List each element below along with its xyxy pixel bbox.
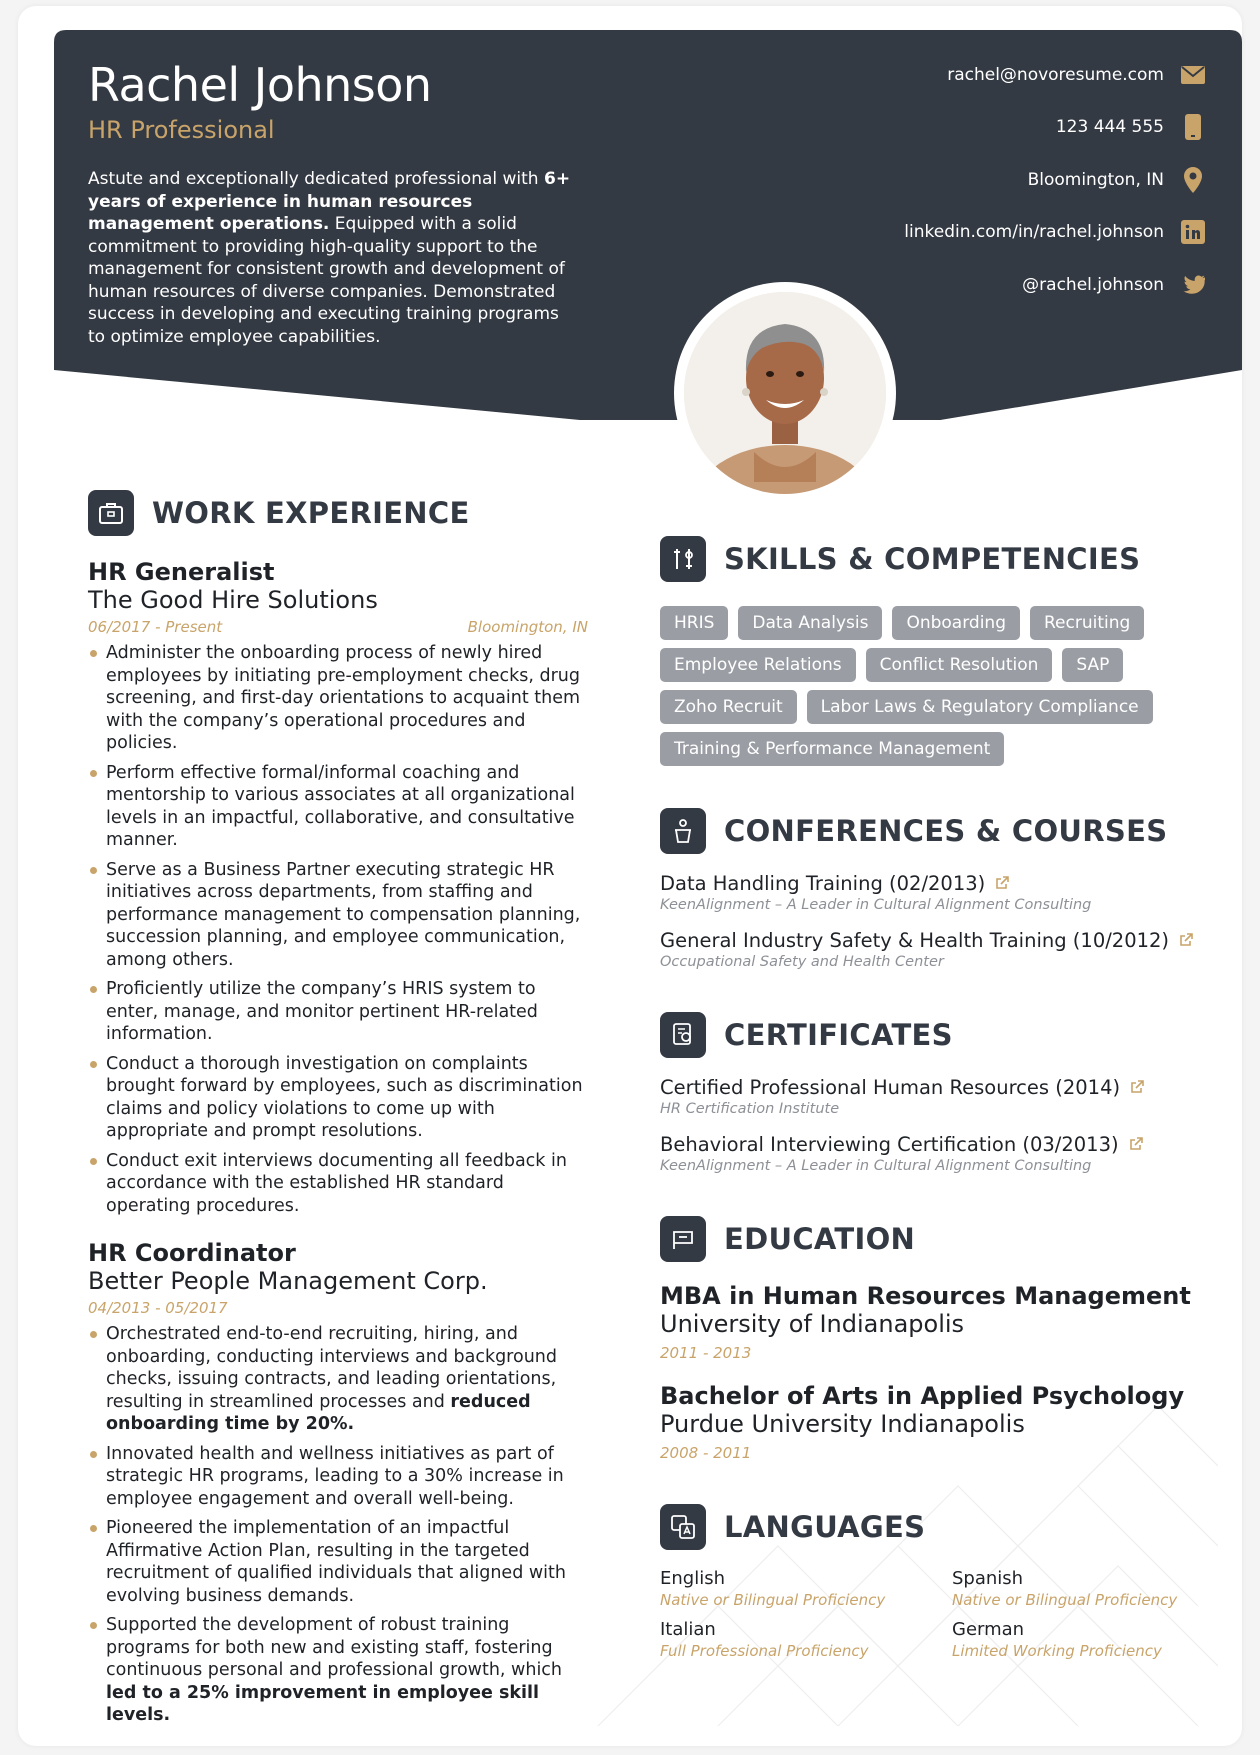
skill-tag: Recruiting xyxy=(1030,606,1144,640)
list-item xyxy=(88,1614,588,1727)
certificate-org: HR Certification Institute xyxy=(660,1101,840,1117)
contact-location xyxy=(1028,167,1206,193)
contact-phone[interactable] xyxy=(1056,114,1206,140)
list-item: Perform effective formal/informal coaching and mentorship to various associates at all organizational levels in an impactful, collaborative, and consultative manner. xyxy=(88,762,588,852)
section-title: EDUCATION xyxy=(724,1222,916,1256)
language-name: Spanish xyxy=(952,1568,1024,1589)
job-meta xyxy=(88,1299,588,1317)
language-entry xyxy=(952,1568,1192,1609)
skills-section xyxy=(660,536,1200,766)
location-pin-icon xyxy=(1180,167,1206,193)
external-link-icon[interactable] xyxy=(1129,1133,1144,1156)
job-dates: 04/2013 - 05/2017 xyxy=(88,1299,228,1317)
linkedin-icon xyxy=(1180,219,1206,245)
contact-email-text: rachel@novoresume.com xyxy=(947,65,1164,85)
job-company: The Good Hire Solutions xyxy=(88,586,378,614)
skill-tag: Data Analysis xyxy=(738,606,882,640)
contact-location-text: Bloomington, IN xyxy=(1027,170,1164,190)
resume-header xyxy=(54,30,1242,420)
list-item: Proficiently utilize the company’s HRIS system to enter, manage, and monitor pertinent HR-related information. xyxy=(88,978,588,1046)
school: Purdue University Indianapolis xyxy=(660,1410,1025,1438)
twitter-icon xyxy=(1180,272,1206,298)
bullet-text: Orchestrated end-to-end recruiting, hiring, and onboarding, conducting interviews and background checks, issuing contracts, and leading orientations, resulting in streamlined processes and xyxy=(106,1324,557,1412)
bullet-text: Innovated health and wellness initiatives as part of strategic HR programs, leading to a 30% increase in employee engagement and overall well-being. xyxy=(106,1443,564,1509)
summary-part: Astute and exceptionally dedicated professional with xyxy=(88,169,544,189)
bullet-highlight: led to a 25% improvement in employee skill levels. xyxy=(106,1682,540,1725)
summary-highlight: 6+ years of experience in human resources management operations. xyxy=(88,169,571,234)
contact-twitter-text: @rachel.johnson xyxy=(1022,275,1164,295)
languages-heading xyxy=(660,1504,1200,1550)
conference-org: Occupational Safety and Health Center xyxy=(660,954,944,970)
skill-tag: Employee Relations xyxy=(660,648,856,682)
section-title: CERTIFICATES xyxy=(724,1018,953,1052)
translate-icon xyxy=(660,1504,706,1550)
conference-org: KeenAlignment – A Leader in Cultural Alignment Consulting xyxy=(660,897,1092,913)
list-item: Conduct exit interviews documenting all feedback in accordance with the established HR standard operating procedures. xyxy=(88,1150,588,1218)
summary-part: Equipped with a solid commitment to providing high-quality support to the management for consistent growth and development of human resources of diverse companies. Demonstrated success in developing and executing training programs to optimize employee capabilities. xyxy=(88,214,565,347)
podium-icon xyxy=(660,808,706,854)
contact-linkedin-text: linkedin.com/in/rachel.johnson xyxy=(904,222,1164,242)
contact-email[interactable] xyxy=(947,62,1206,88)
external-link-icon[interactable] xyxy=(1130,1076,1145,1099)
phone-icon xyxy=(1180,114,1206,140)
work-experience-heading xyxy=(88,490,588,536)
education-entry xyxy=(660,1282,1200,1362)
certificate-title-row xyxy=(660,1133,1200,1156)
list-item xyxy=(88,1517,588,1607)
contact-linkedin[interactable] xyxy=(904,219,1206,245)
job-dates: 06/2017 - Present xyxy=(88,618,223,636)
language-entry xyxy=(952,1619,1192,1660)
bullet-text: Supported the development of robust training programs for both new and existing staff, fostering continuous personal and professional growth, which xyxy=(106,1615,563,1680)
job-title: HR Generalist xyxy=(88,558,275,586)
graduation-icon xyxy=(660,1216,706,1262)
list-item: Serve as a Business Partner executing strategic HR initiatives across departments, from staffing and performance management to compensation planning, succession planning, and employee communication, among others. xyxy=(88,859,588,972)
certificate-icon xyxy=(660,1012,706,1058)
conference-title-row xyxy=(660,929,1200,952)
skill-tag: Zoho Recruit xyxy=(660,690,797,724)
conferences-section xyxy=(660,808,1200,970)
contact-phone-text: 123 444 555 xyxy=(1055,117,1164,137)
certificates-section xyxy=(660,1012,1200,1174)
external-link-icon[interactable] xyxy=(995,872,1010,895)
conference-name: Data Handling Training (02/2013) xyxy=(660,872,986,895)
skill-tag: HRIS xyxy=(660,606,728,640)
section-title: SKILLS & COMPETENCIES xyxy=(724,542,1141,576)
job-location: Bloomington, IN xyxy=(467,618,588,636)
certificates-heading xyxy=(660,1012,1200,1058)
section-title: WORK EXPERIENCE xyxy=(152,496,470,530)
language-name: Italian xyxy=(660,1619,716,1640)
skill-tag: Onboarding xyxy=(892,606,1020,640)
job-entry xyxy=(88,558,588,1217)
certificate-name: Certified Professional Human Resources (2014) xyxy=(660,1076,1121,1099)
job-company: Better People Management Corp. xyxy=(88,1267,488,1295)
skills-tools-icon xyxy=(660,536,706,582)
skill-tag: Training & Performance Management xyxy=(660,732,1004,766)
language-list xyxy=(660,1568,1200,1660)
list-item xyxy=(88,1443,588,1511)
job-entry xyxy=(88,1239,588,1727)
certificate-entry xyxy=(660,1076,1200,1117)
degree: Bachelor of Arts in Applied Psychology xyxy=(660,1382,1185,1410)
conference-entry xyxy=(660,872,1200,913)
conference-title-row xyxy=(660,872,1200,895)
skill-tag: SAP xyxy=(1062,648,1123,682)
list-item: Administer the onboarding process of newly hired employees by initiating pre-employment checks, drug screening, and first-day orientations to acquaint them with the company’s operational procedures and policies. xyxy=(88,642,588,755)
degree: MBA in Human Resources Management xyxy=(660,1282,1191,1310)
avatar xyxy=(684,292,886,494)
candidate-role: HR Professional xyxy=(88,116,275,144)
briefcase-icon xyxy=(88,490,134,536)
bullet-highlight: reduced onboarding time by 20%. xyxy=(106,1391,531,1434)
languages-section xyxy=(660,1504,1200,1660)
language-name: English xyxy=(660,1568,725,1589)
language-level: Native or Bilingual Proficiency xyxy=(660,1591,886,1609)
education-heading xyxy=(660,1216,1200,1262)
skills-heading xyxy=(660,536,1200,582)
education-entry xyxy=(660,1382,1200,1462)
envelope-icon xyxy=(1180,62,1206,88)
job-bullets xyxy=(88,1323,588,1727)
right-column xyxy=(660,536,1200,1660)
language-name: German xyxy=(952,1619,1025,1640)
education-dates: 2008 - 2011 xyxy=(660,1444,752,1462)
summary-text xyxy=(88,168,578,348)
certificate-entry xyxy=(660,1133,1200,1174)
language-entry xyxy=(660,1568,952,1609)
language-level: Full Professional Proficiency xyxy=(660,1642,869,1660)
section-title: CONFERENCES & COURSES xyxy=(724,814,1168,848)
conferences-heading xyxy=(660,808,1200,854)
language-level: Limited Working Proficiency xyxy=(952,1642,1162,1660)
education-dates: 2011 - 2013 xyxy=(660,1344,752,1362)
job-bullets xyxy=(88,642,588,1217)
certificate-title-row xyxy=(660,1076,1200,1099)
conference-entry xyxy=(660,929,1200,970)
education-section xyxy=(660,1216,1200,1462)
candidate-name: Rachel Johnson xyxy=(88,58,432,112)
work-experience-section xyxy=(88,490,588,1734)
contact-twitter[interactable] xyxy=(1022,272,1206,298)
language-entry xyxy=(660,1619,952,1660)
resume-page xyxy=(18,6,1242,1746)
list-item xyxy=(88,1323,588,1436)
section-title: LANGUAGES xyxy=(724,1510,926,1544)
school: University of Indianapolis xyxy=(660,1310,965,1338)
conference-name: General Industry Safety & Health Training (10/2012) xyxy=(660,929,1170,952)
skill-tag: Labor Laws & Regulatory Compliance xyxy=(807,690,1153,724)
bullet-text: Pioneered the implementation of an impactful Affirmative Action Plan, resulting in the targeted recruitment of qualified individuals that aligned with evolving business demands. xyxy=(106,1518,566,1606)
job-meta xyxy=(88,618,588,636)
job-title: HR Coordinator xyxy=(88,1239,296,1267)
certificate-name: Behavioral Interviewing Certification (03/2013) xyxy=(660,1133,1119,1156)
profile-photo xyxy=(674,282,896,504)
skill-tags xyxy=(660,606,1160,766)
external-link-icon[interactable] xyxy=(1179,929,1194,952)
skill-tag: Conflict Resolution xyxy=(866,648,1053,682)
language-level: Native or Bilingual Proficiency xyxy=(952,1591,1178,1609)
certificate-org: KeenAlignment – A Leader in Cultural Alignment Consulting xyxy=(660,1158,1092,1174)
list-item: Conduct a thorough investigation on complaints brought forward by employees, such as discrimination claims and policy violations to come up with appropriate and prompt resolutions. xyxy=(88,1053,588,1143)
